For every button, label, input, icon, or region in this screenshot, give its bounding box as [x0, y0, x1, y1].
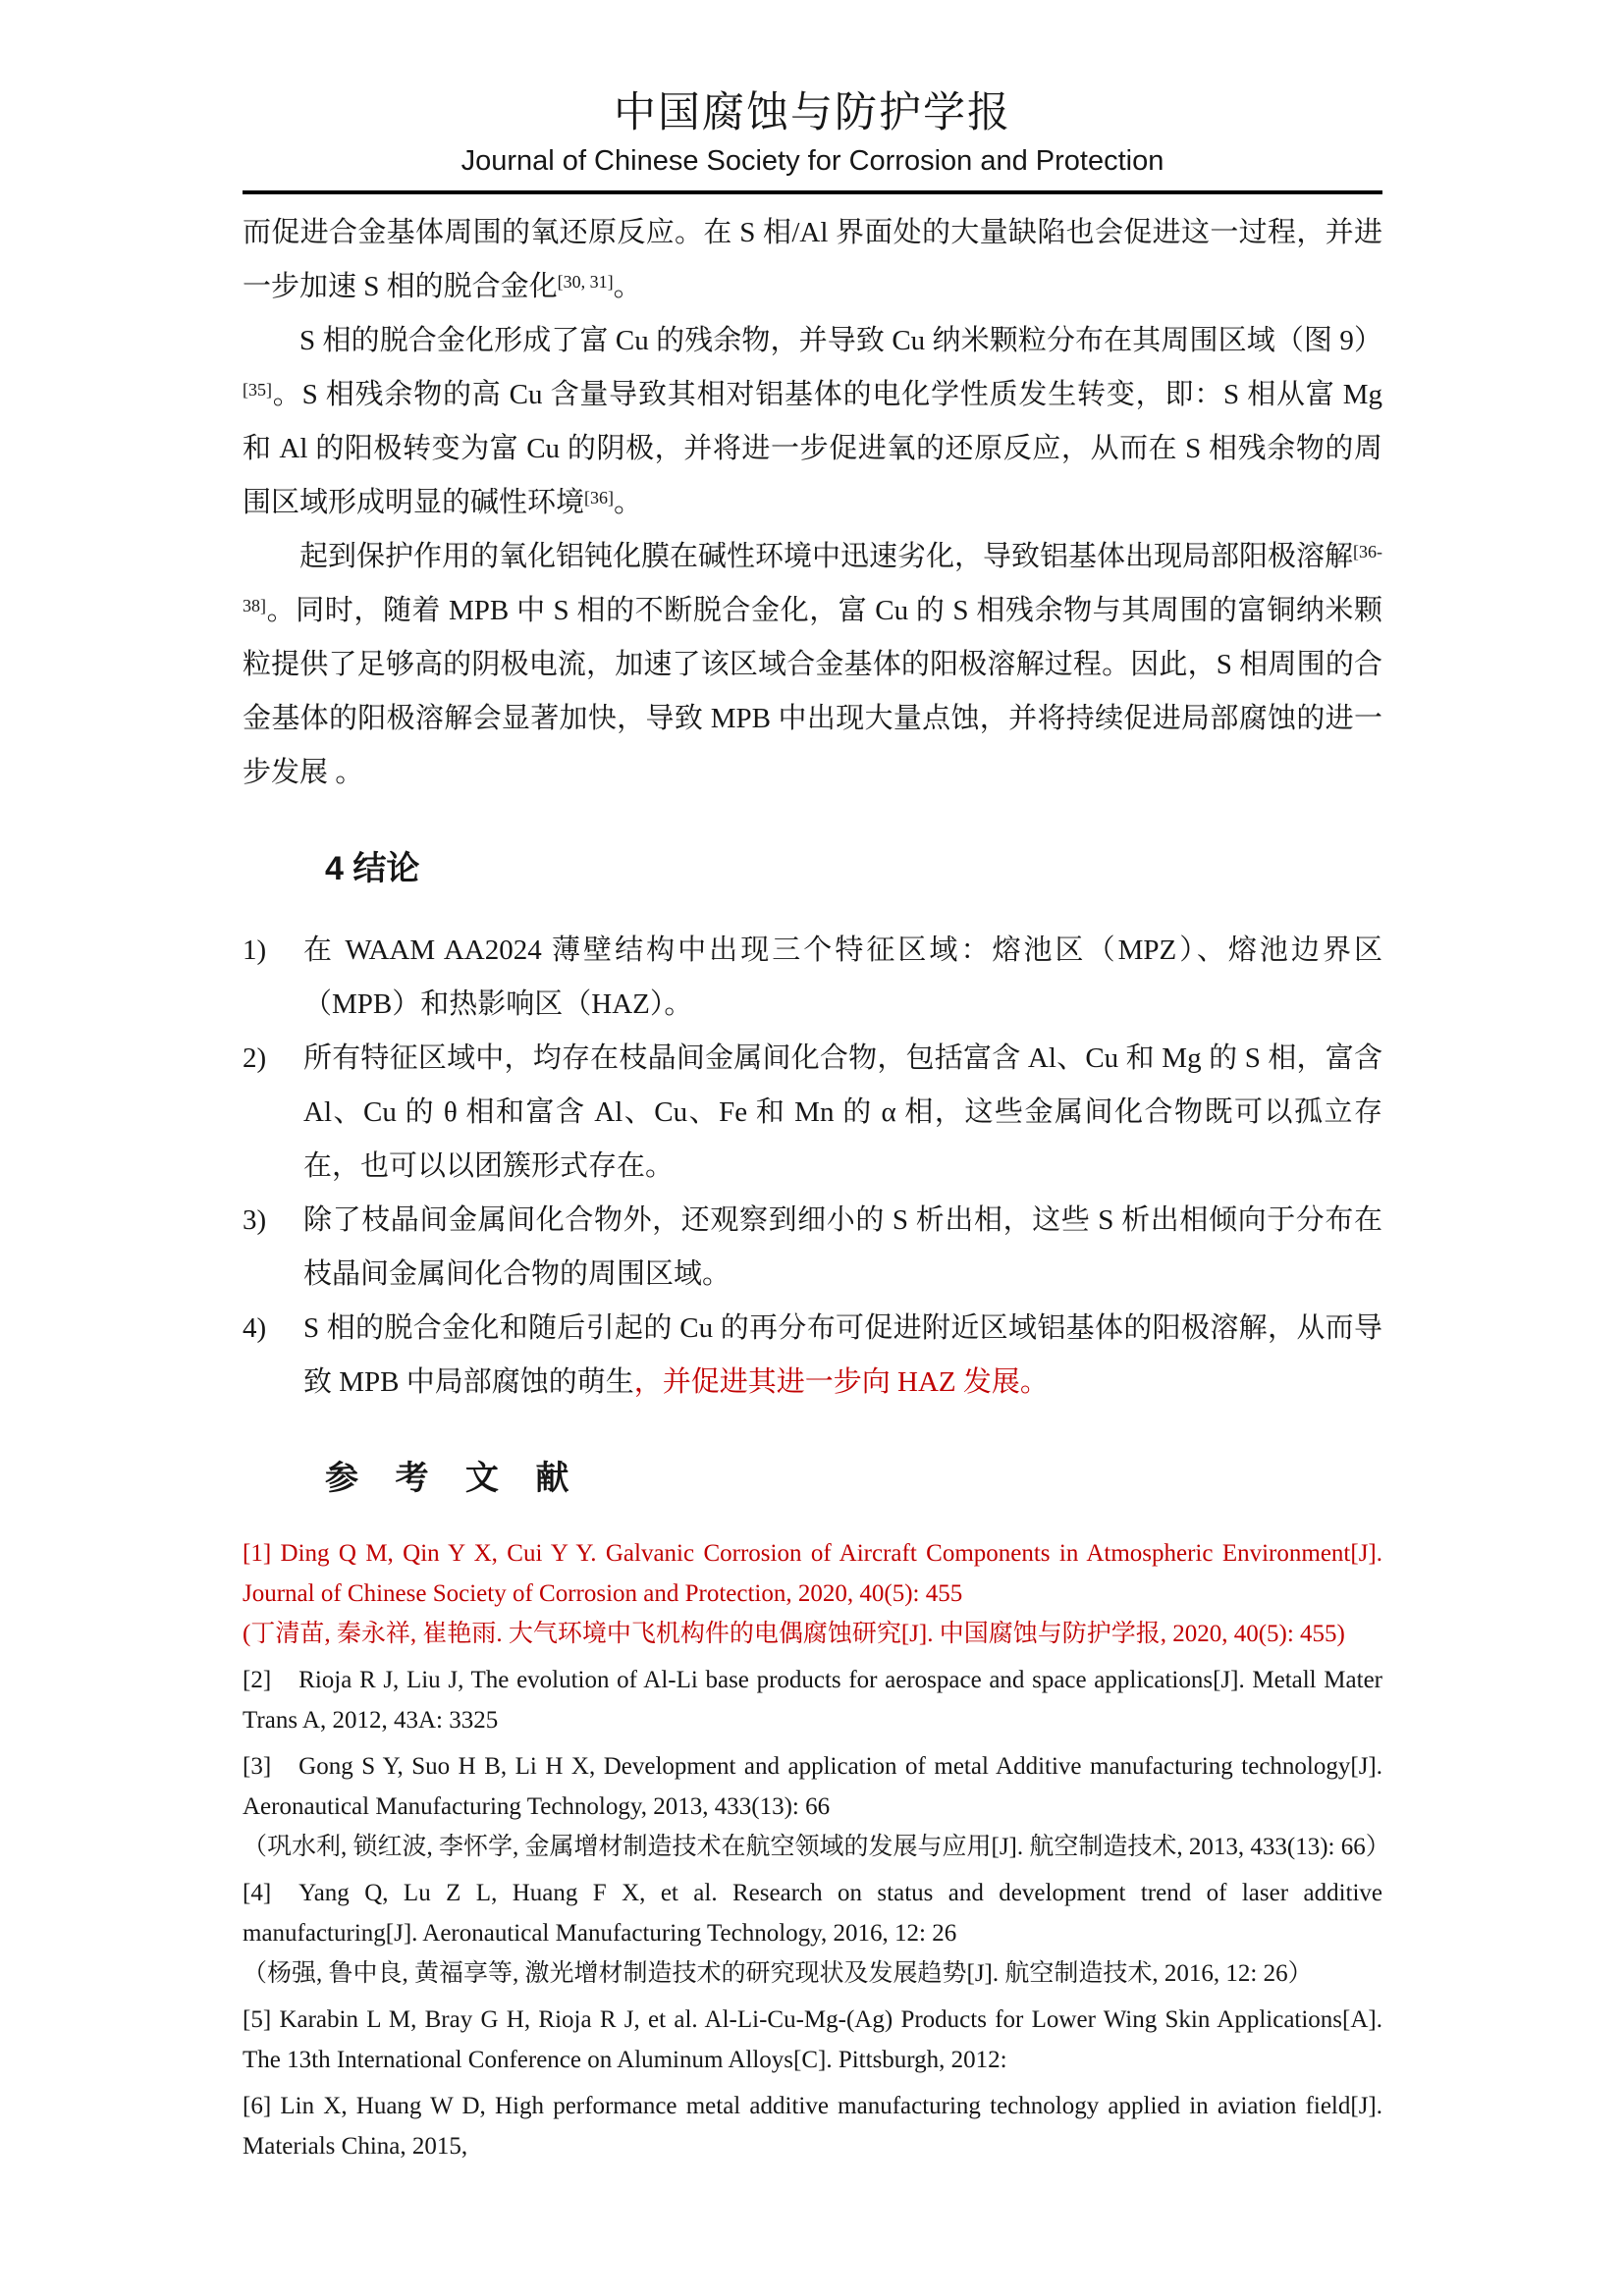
text-run: 除了枝晶间金属间化合物外，还观察到细小的 S 析出相，这些 S 析出相倾向于分布在枝晶间金属间化合物的周围区域。: [303, 1204, 1382, 1290]
journal-header: [243, 0, 1382, 194]
reference-text: [1] Ding Q M, Qin Y X, Cui Y Y. Galvanic Corrosion of Aircraft Components in Atmospheric Environment[J]. Journal of Chinese Society of Corrosion and Protection, 2020, 40(5): 455: [243, 1540, 1383, 1607]
reference-text: [6] Lin X, Huang W D, High performance metal additive manufacturing technology applied in aviation field[J]. Materials China, 2015,: [243, 2093, 1382, 2160]
conclusion-item-text: [303, 1194, 1382, 1302]
reference-label: [2]: [243, 1667, 272, 1693]
superscript-citation: [30, 31]: [557, 272, 614, 292]
conclusion-item: [243, 1302, 1382, 1410]
conclusion-item-text: [303, 924, 1382, 1032]
text-run: 在 WAAM AA2024 薄壁结构中出现三个特征区域：熔池区（MPZ）、熔池边界区（MPB）和热影响区（HAZ）。: [303, 934, 1382, 1020]
page-content: [243, 0, 1390, 2172]
conclusion-item: [243, 924, 1382, 1032]
superscript-citation: [35]: [243, 380, 272, 400]
reference-text: [5] Karabin L M, Bray G H, Rioja R J, et al. Al-Li-Cu-Mg-(Ag) Products for Lower Wing Skin Applications[A]. The 13th International Conference on Aluminum Alloys[C]. Pittsburgh, 2012:: [243, 2006, 1382, 2073]
conclusion-item-number: 3): [243, 1204, 267, 1236]
text-run: 所有特征区域中，均存在枝晶间金属间化合物，包括富含 Al、Cu 和 Mg 的 S 相，富含 Al、Cu 的 θ 相和富含 Al、Cu、Fe 和 Mn 的 α 相，这些金属间化合物既可以孤立存在，也可以以团簇形式存在。: [303, 1042, 1382, 1182]
superscript-citation: [36-38]: [243, 542, 1383, 615]
conclusion-item-number: 2): [243, 1042, 267, 1074]
references-heading: 参 考 文 献: [325, 1460, 583, 1497]
red-text: ，并促进其进一步向 HAZ 发展。: [633, 1366, 1049, 1398]
journal-title-en: Journal of Chinese Society for Corrosion and Protection: [460, 145, 1164, 177]
conclusion-item: [243, 1032, 1382, 1194]
reference-text: [4] Yang Q, Lu Z L, Huang F X, et al. Research on status and development trend of laser additive manufacturing[J]. Aeronautical Manufacturing Technology, 2016, 12: 26: [243, 1880, 1382, 1947]
reference-text: [2] Rioja R J, Liu J, The evolution of Al-Li base products for aerospace and space applications[J]. Metall Mater Trans A, 2012, 43A: 3325: [243, 1667, 1382, 1734]
journal-title-cn: 中国腐蚀与防护学报: [614, 90, 1011, 136]
text-run: S 相的脱合金化形成了富 Cu 的残余物，并导致 Cu 纳米颗粒分布在其周围区域（图 9）: [299, 325, 1382, 356]
superscript-citation: [36]: [584, 488, 615, 507]
reference-entry: [243, 2000, 1382, 2080]
reference-list: [243, 1533, 1390, 2166]
article-body: [243, 206, 1382, 1498]
paragraph: [243, 206, 1382, 314]
reference-cn-text: （杨强, 鲁中良, 黄福享等, 激光增材制造技术的研究现状及发展趋势[J]. 航空制造技术, 2016, 12: 26）: [243, 1960, 1313, 1987]
conclusion-item-number: 1): [243, 934, 267, 966]
reference-label: [5]: [243, 2006, 272, 2033]
conclusion-heading: 4 结论: [325, 850, 420, 887]
text-run: 而促进合金基体周围的氧还原反应。在 S 相/Al 界面处的大量缺陷也会促进这一过程，并进一步加速 S 相的脱合金化: [243, 217, 1382, 302]
text-run: 。: [614, 487, 643, 518]
conclusion-item: [243, 1194, 1382, 1302]
reference-entry: [243, 1533, 1382, 1654]
text-run: S 相的脱合金化和随后引起的 Cu 的再分布可促进附近区域铝基体的阳极溶解，从而导致 MPB 中局部腐蚀的萌生: [303, 1312, 1382, 1398]
text-run: 。同时，随着 MPB 中 S 相的不断脱合金化，富 Cu 的 S 相残余物与其周围的富铜纳米颗粒提供了足够高的阴极电流，加速了该区域合金基体的阳极溶解过程。因此，S 相周围的合金基体的阳极溶解会显著加快，导致 MPB 中出现大量点蚀，并将持续促进局部腐蚀的进一步发展 。: [243, 595, 1382, 788]
text-run: 。S 相残余物的高 Cu 含量导致其相对铝基体的电化学性质发生转变，即：S 相从富 Mg 和 Al 的阳极转变为富 Cu 的阴极，并将进一步促进氧的还原反应，从而在 S 相残余物的周围区域形成明显的碱性环境: [243, 379, 1382, 518]
paragraph: [243, 530, 1382, 800]
reference-entry: [243, 1660, 1382, 1740]
reference-entry: [243, 1746, 1390, 1867]
reference-label: [1]: [243, 1540, 272, 1567]
conclusion-item-number: 4): [243, 1312, 267, 1344]
reference-text: [3] Gong S Y, Suo H B, Li H X, Development and application of metal Additive manufacturing technology[J]. Aeronautical Manufacturing Technology, 2013, 433(13): 66: [243, 1753, 1382, 1820]
reference-label: [6]: [243, 2093, 272, 2119]
reference-cn-text: （巩水利, 锁红波, 李怀学, 金属增材制造技术在航空领域的发展与应用[J]. 航空制造技术, 2013, 433(13): 66）: [243, 1834, 1390, 1860]
reference-cn-text: (丁清苗, 秦永祥, 崔艳雨. 大气环境中飞机构件的电偶腐蚀研究[J]. 中国腐蚀与防护学报, 2020, 40(5): 455): [243, 1621, 1345, 1647]
reference-entry: [243, 1873, 1382, 1994]
text-run: 。: [613, 271, 642, 302]
paragraph: [243, 314, 1382, 530]
reference-label: [4]: [243, 1880, 272, 1906]
text-run: 起到保护作用的氧化铝钝化膜在碱性环境中迅速劣化，导致铝基体出现局部阳极溶解: [299, 541, 1354, 572]
conclusion-list: [243, 924, 1382, 1410]
body-paragraphs: [243, 206, 1382, 800]
reference-label: [3]: [243, 1753, 272, 1780]
conclusion-item-text: [303, 1302, 1382, 1410]
conclusion-item-text: [303, 1032, 1382, 1194]
reference-entry: [243, 2086, 1382, 2166]
